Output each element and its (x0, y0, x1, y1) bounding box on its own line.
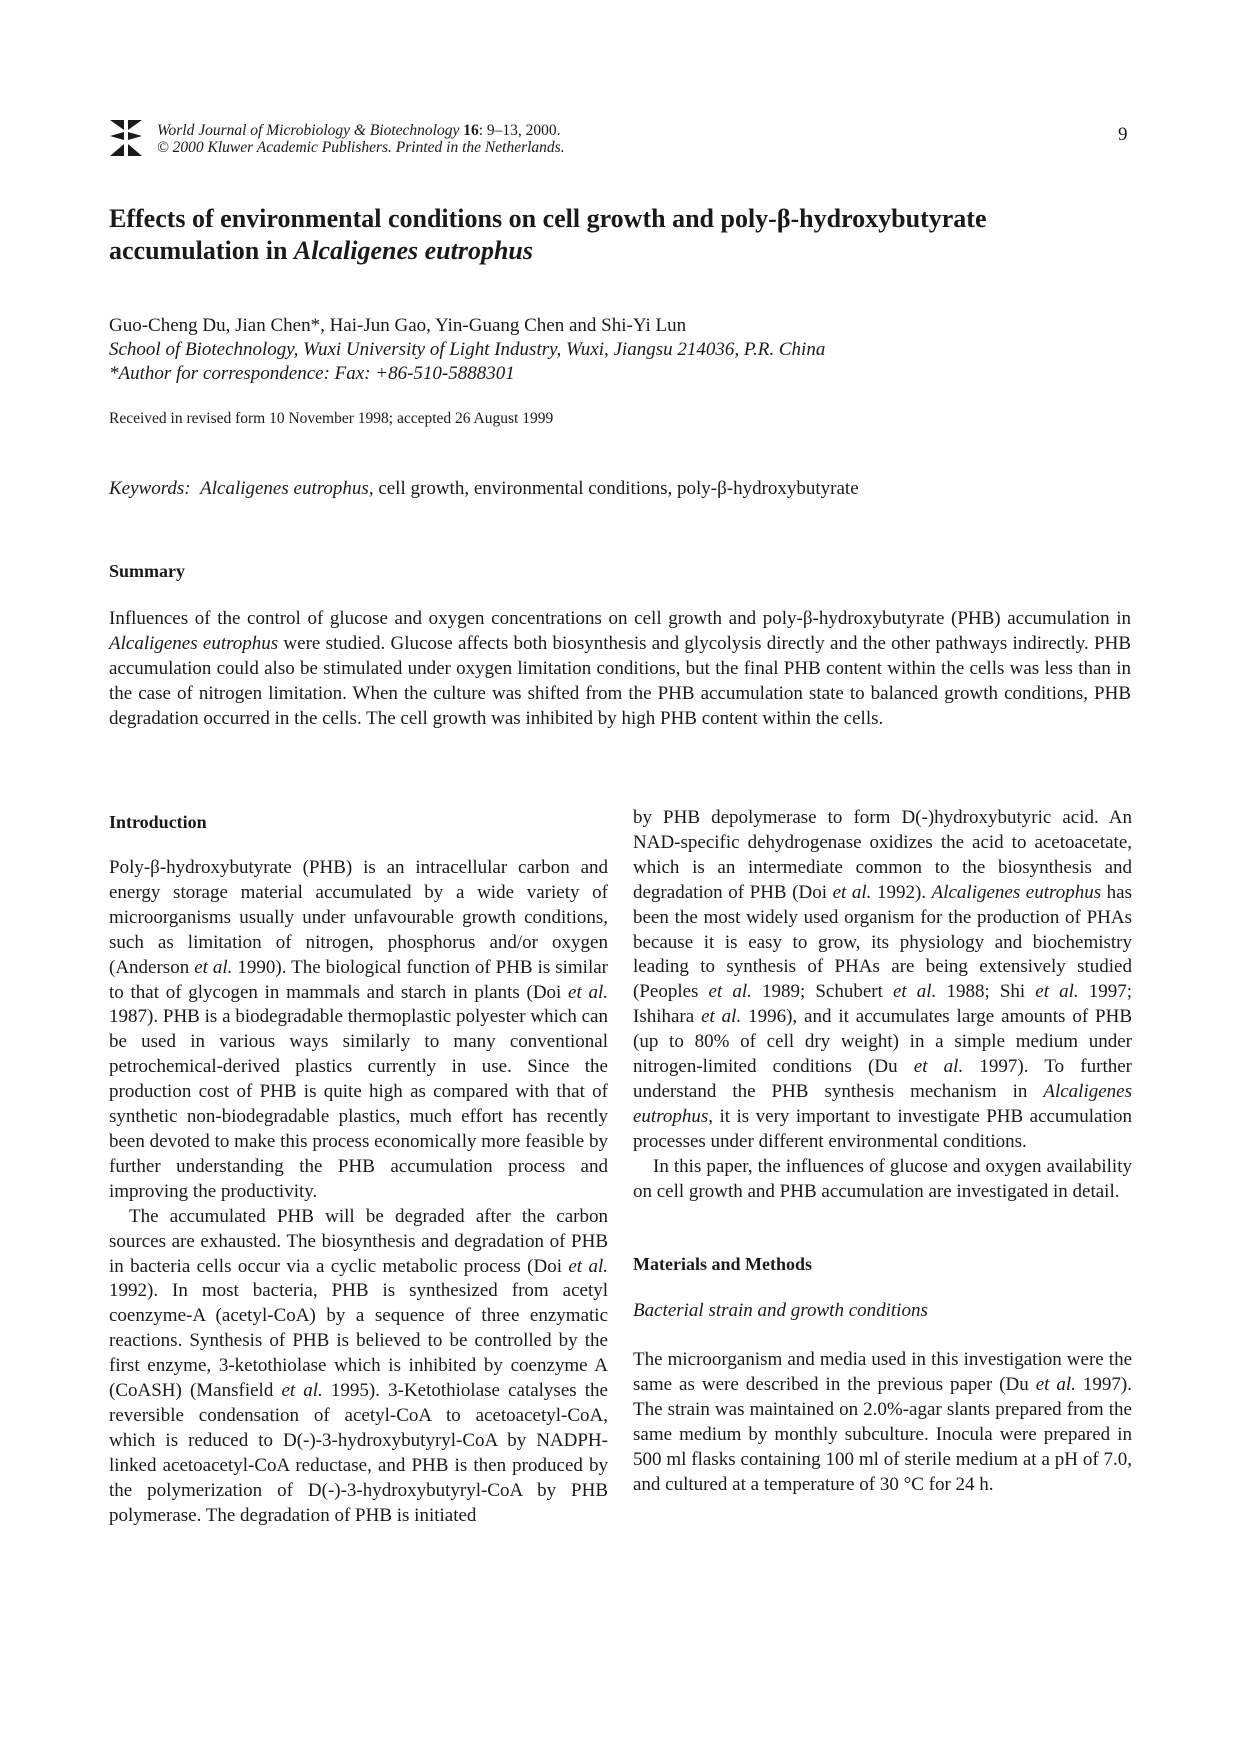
keywords: Keywords: Alcaligenes eutrophus, cell growth, environmental conditions, poly-β-hydroxybutyrate (109, 478, 859, 499)
copyright-line: © 2000 Kluwer Academic Publishers. Printed in the Netherlands. (157, 139, 565, 156)
page-number: 9 (1118, 124, 1128, 145)
methods-heading: Materials and Methods (633, 1253, 812, 1274)
author-names: Guo-Cheng Du, Jian Chen*, Hai-Jun Gao, Yin-Guang Chen and Shi-Yi Lun (109, 315, 687, 336)
author-block (109, 314, 825, 386)
methods-subheading: Bacterial strain and growth conditions (633, 1300, 928, 1322)
methods-paragraph-1: The microorganism and media used in this investigation were the same as were described in the previous paper (Du et al. 1997). The strain was maintained on 2.0%-agar slants prepared from the same medium by monthly subculture. Inocula were prepared in 500 ml flasks containing 100 ml of sterile medium at a pH of 7.0, and cultured at a temperature of 30 °C for 24 h. (633, 1349, 1132, 1495)
summary-text: Influences of the control of glucose and oxygen concentrations on cell growth and poly-β-hydroxybutyrate (PHB) accumulation in Alcaligenes eutrophus were studied. Glucose affects both biosynthesis and glycolysis directly and the other pathways indirectly. PHB accumulation could also be stimulated under oxygen limitation conditions, but the final PHB content within the cells was less than in the case of nitrogen limitation. When the culture was shifted from the PHB accumulation state to balanced growth conditions, PHB degradation occurred in the cells. The cell growth was inhibited by high PHB content within the cells. (109, 608, 1131, 729)
summary-heading: Summary (109, 561, 185, 581)
received-dates: Received in revised form 10 November 1998; accepted 26 August 1999 (109, 410, 554, 427)
intro-paragraph-4: In this paper, the influences of glucose and oxygen availability on cell growth and PHB accumulation are investigated in detail. (633, 1155, 1132, 1202)
affiliation: School of Biotechnology, Wuxi University of Light Industry, Wuxi, Jiangsu 214036, P.R. China (109, 339, 826, 360)
publisher-logo (108, 118, 144, 158)
right-column (633, 806, 1132, 1498)
left-column (109, 856, 608, 1528)
introduction-heading: Introduction (109, 812, 207, 832)
paper-title: Effects of environmental conditions on cell growth and poly-β-hydroxybutyrate accumulation in Alcaligenes eutrophus (109, 204, 987, 265)
correspondence: *Author for correspondence: Fax: +86-510-5888301 (109, 363, 515, 384)
intro-paragraph-2: The accumulated PHB will be degraded after the carbon sources are exhausted. The biosynthesis and degradation of PHB in bacteria cells occur via a cyclic metabolic process (Doi et al. 1992). In most bacteria, PHB is synthesized from acetyl coenzyme-A (acetyl-CoA) by a sequence of three enzymatic reactions. Synthesis of PHB is believed to be controlled by the first enzyme, 3-ketothiolase which is inhibited by coenzyme A (CoASH) (Mansfield et al. 1995). 3-Ketothiolase catalyses the reversible condensation of acetyl-CoA to acetoacetyl-CoA, which is reduced to D(-)-3-hydroxybutyryl-CoA by NADPH-linked acetoacetyl-CoA reductase, and PHB is then produced by the polymerization of D(-)-3-hydroxybutyryl-CoA by PHB polymerase. The degradation of PHB is initiated (109, 1205, 608, 1526)
intro-paragraph-3: by PHB depolymerase to form D(-)hydroxybutyric acid. An NAD-specific dehydrogenase oxidizes the acid to acetoacetate, which is an intermediate common to the biosynthesis and degradation of PHB (Doi et al. 1992). Alcaligenes eutrophus has been the most widely used organism for the production of PHAs because it is easy to grow, its physiology and biochemistry leading to synthesis of PHAs are being extensively studied (Peoples et al. 1989; Schubert et al. 1988; Shi et al. 1997; Ishihara et al. 1996), and it accumulates large amounts of PHB (up to 80% of cell dry weight) in a simple medium under nitrogen-limited conditions (Du et al. 1997). To further understand the PHB synthesis mechanism in Alcaligenes eutrophus, it is very important to investigate PHB accumulation processes under different environmental conditions. (633, 807, 1133, 1152)
intro-paragraph-1: Poly-β-hydroxybutyrate (PHB) is an intracellular carbon and energy storage material accumulated by a wide variety of microorganisms usually under unfavourable growth conditions, such as limitation of nitrogen, phosphorus and/or oxygen (Anderson et al. 1990). The biological function of PHB is similar to that of glycogen in mammals and starch in plants (Doi et al. 1987). PHB is a biodegradable thermoplastic polyester which can be used in various ways similarly to many conventional petrochemical-derived plastics currently in use. Since the production cost of PHB is quite high as compared with that of synthetic non-biodegradable plastics, much effort has recently been devoted to make this process economically more feasible by further understanding the PHB accumulation process and improving the productivity. (109, 857, 609, 1202)
journal-citation: World Journal of Microbiology & Biotechnology 16: 9–13, 2000. © 2000 Kluwer Academic Publishers. Printed in the Netherlands. (157, 122, 565, 156)
